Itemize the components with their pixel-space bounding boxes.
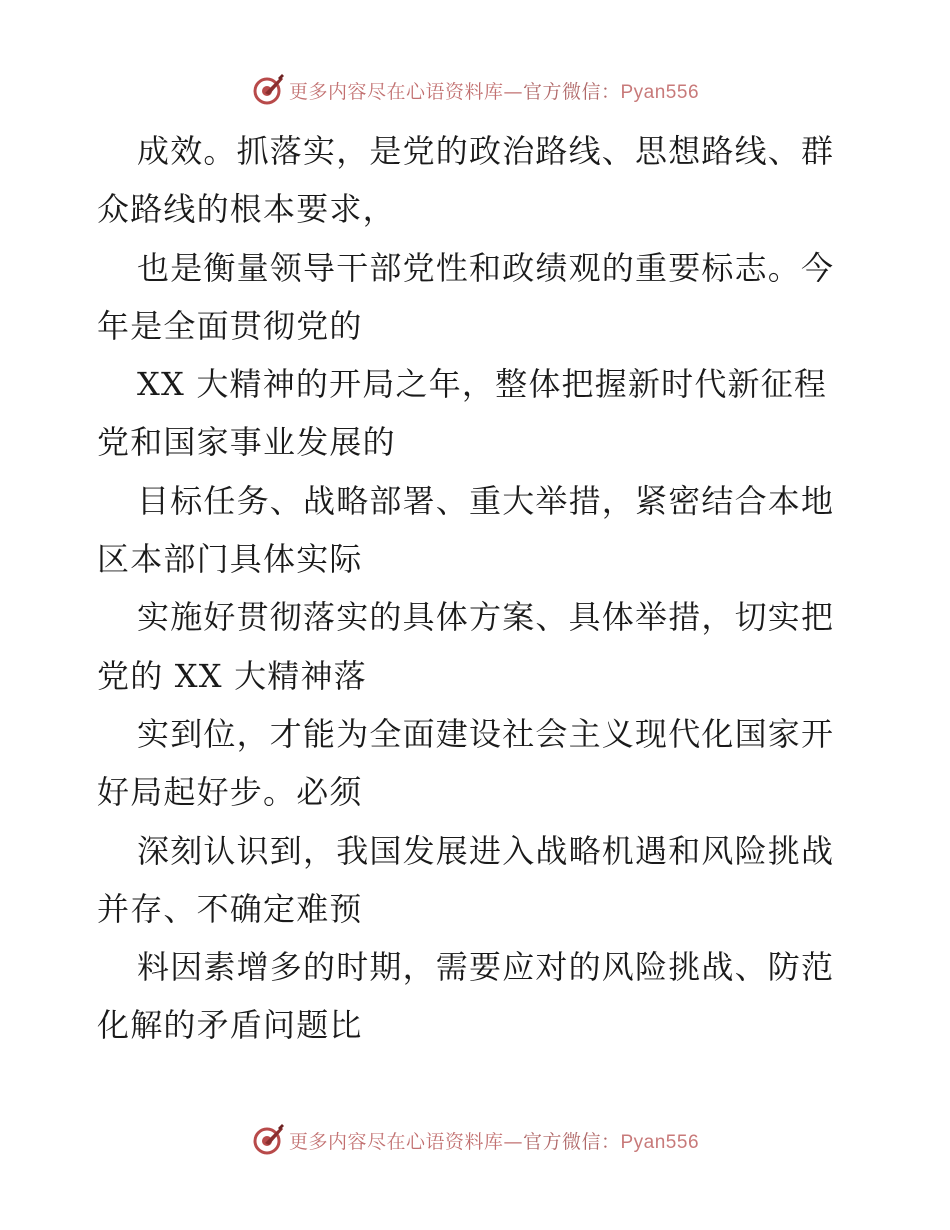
header-watermark — [0, 70, 950, 110]
watermark-id: Pyan556 — [620, 1131, 700, 1153]
watermark-sub: 官方微信： — [522, 80, 621, 103]
text-line: 党和国家事业发展的 — [97, 423, 396, 462]
watermark-dash: — — [503, 80, 523, 103]
quill-logo-icon — [251, 73, 285, 107]
text-line: 年是全面贯彻党的 — [97, 306, 363, 345]
text-line: 区本部门具体实际 — [97, 540, 363, 579]
footer-watermark — [0, 1120, 950, 1160]
text-line: 料因素增多的时期，需要应对的风险挑战、防范 — [137, 948, 835, 987]
watermark-sub: 官方微信： — [522, 1130, 621, 1153]
text-line: 目标任务、战略部署、重大举措，紧密结合本地 — [137, 481, 835, 520]
watermark-dash: — — [503, 1130, 523, 1153]
text-line: 党的 XX 大精神落 — [97, 656, 367, 695]
watermark-id: Pyan556 — [620, 81, 700, 103]
quill-logo-icon — [251, 1123, 285, 1157]
watermark-main: 更多内容尽在心语资料库 — [288, 80, 504, 103]
watermark-main: 更多内容尽在心语资料库 — [288, 1130, 504, 1153]
text-line: 成效。抓落实，是党的政治路线、思想路线、群 — [137, 132, 835, 170]
text-line: XX 大精神的开局之年，整体把握新时代新征程 — [137, 365, 828, 404]
text-line: 众路线的根本要求， — [97, 190, 396, 229]
watermark-text — [289, 1127, 699, 1154]
text-line: 好局起好步。必须 — [97, 773, 363, 812]
text-line: 深刻认识到，我国发展进入战略机遇和风险挑战 — [137, 831, 835, 870]
text-line: 实施好贯彻落实的具体方案、具体举措，切实把 — [137, 598, 835, 637]
document-body — [97, 122, 857, 1055]
text-line: 并存、不确定难预 — [97, 889, 363, 928]
text-line: 也是衡量领导干部党性和政绩观的重要标志。今 — [137, 248, 835, 287]
text-line: 实到位，才能为全面建设社会主义现代化国家开 — [137, 714, 835, 753]
watermark-text — [289, 77, 699, 104]
text-line: 化解的矛盾问题比 — [97, 1006, 363, 1045]
